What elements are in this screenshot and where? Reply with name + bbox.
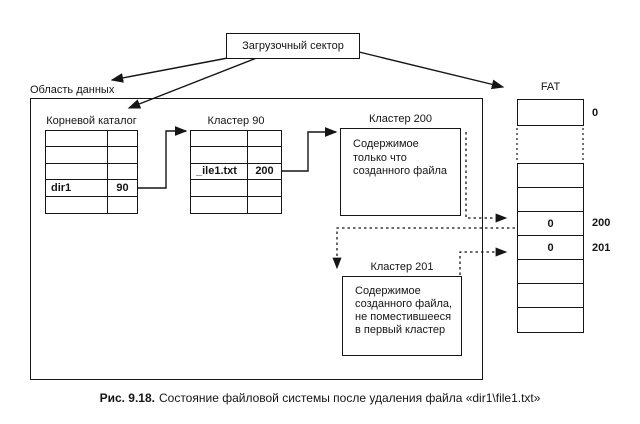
figure-number: Рис. 9.18.	[99, 391, 155, 405]
table-cell	[248, 197, 281, 213]
fat-title: FAT	[540, 81, 561, 93]
cluster200-content: Содержимое только что созданного файла	[353, 138, 448, 177]
fat-row	[518, 308, 583, 332]
figure-caption	[0, 391, 640, 405]
table-cell	[46, 147, 108, 163]
fat-index-201: 201	[592, 242, 611, 254]
data-area-label: Область данных	[30, 84, 115, 96]
dir1-entry-name-cell: dir1	[46, 180, 108, 196]
cluster90-title: Кластер 90	[207, 115, 265, 127]
arrow-boot-to-fat	[359, 52, 503, 87]
table-cell	[248, 180, 281, 196]
table-cell	[191, 147, 248, 163]
fat-entry-200-cell: 0	[518, 212, 583, 236]
table-cell	[248, 131, 281, 147]
deleted-file-name-cell: _ile1.txt	[191, 164, 248, 180]
table-cell	[108, 197, 137, 213]
table-cell	[46, 131, 108, 147]
cluster200-box	[340, 128, 461, 216]
root-directory-title: Корневой каталог	[46, 115, 137, 127]
table-cell	[191, 197, 248, 213]
fat-row	[518, 188, 583, 212]
deleted-file-cluster-cell: 200	[248, 164, 281, 180]
dotted-arrow-cluster200-to-fat200	[466, 132, 506, 218]
figure-caption-text: Состояние файловой системы после удаления файла «dir1\file1.txt»	[158, 391, 541, 405]
table-cell	[46, 164, 108, 180]
fat-entry-201-cell: 0	[518, 236, 583, 260]
cluster201-title: Кластер 201	[370, 261, 434, 273]
arrow-dir1-to-cluster90	[138, 131, 186, 188]
fat-row	[518, 260, 583, 284]
cluster200-title: Кластер 200	[368, 113, 432, 125]
cluster90-table	[190, 130, 282, 214]
arrow-boot-to-data-area	[112, 57, 233, 80]
table-cell	[108, 164, 137, 180]
fat-entry-0-cell	[517, 99, 584, 126]
table-cell	[248, 147, 281, 163]
fat-table	[517, 163, 584, 333]
table-cell	[108, 147, 137, 163]
cluster201-content: Содержимое созданного файла, не поместившееся в первый кластер	[355, 285, 453, 336]
fat-index-0: 0	[592, 107, 599, 119]
fat-index-200: 200	[592, 217, 611, 229]
root-directory-table	[45, 130, 138, 214]
table-cell	[191, 131, 248, 147]
table-cell	[108, 131, 137, 147]
table-cell	[191, 180, 248, 196]
boot-sector-box	[226, 33, 360, 59]
dotted-arrow-cluster201-to-fat201	[460, 252, 506, 275]
fat-row	[518, 164, 583, 188]
arrow-file-entry-to-cluster200	[282, 132, 336, 171]
boot-sector-label: Загрузочный сектор	[242, 40, 344, 52]
dir1-entry-cluster-cell: 90	[108, 180, 137, 196]
table-cell	[46, 197, 108, 213]
cluster201-box	[342, 276, 462, 356]
fat-row	[518, 284, 583, 308]
